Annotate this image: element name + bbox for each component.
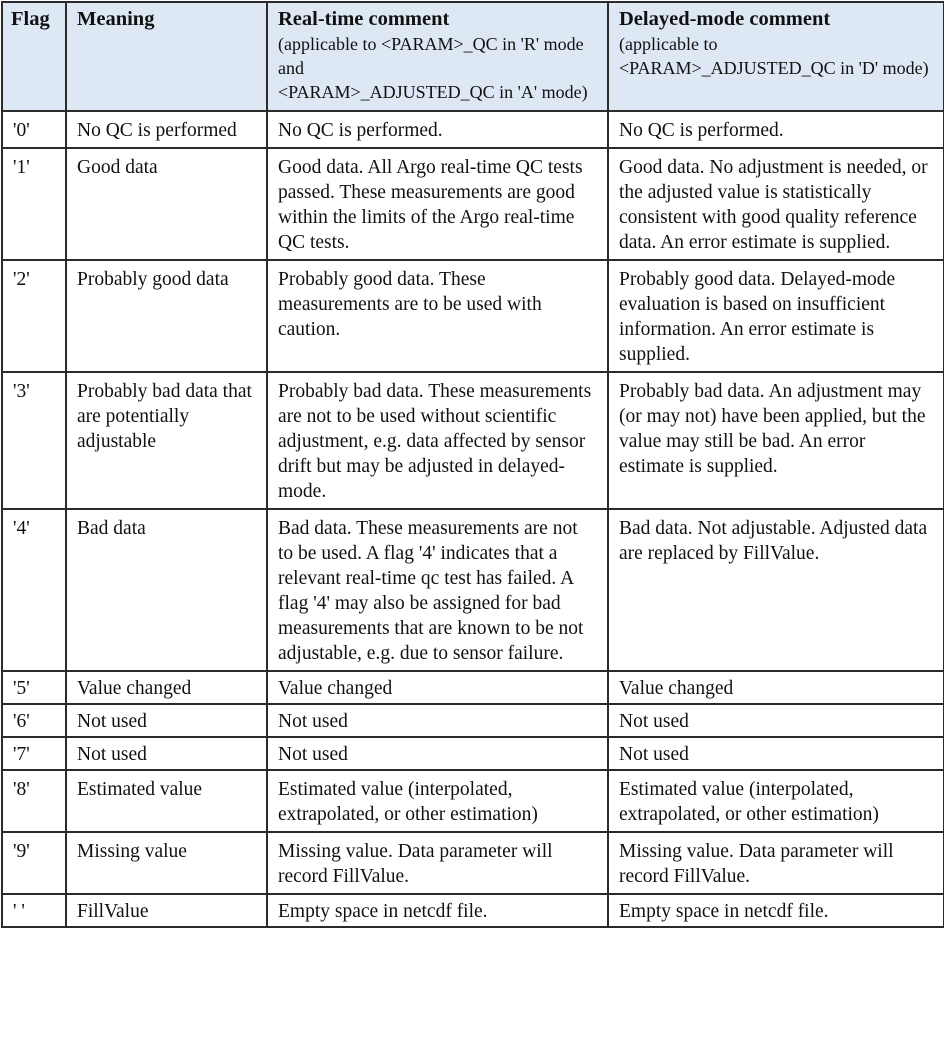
table-row: [2, 704, 944, 737]
table-header-row: [2, 2, 944, 111]
delayed-comment-cell: Empty space in netcdf file.: [608, 894, 944, 927]
delayed-comment-cell: Probably good data. Delayed-mode evaluation is based on insufficient information. An error estimate is supplied.: [608, 260, 944, 372]
realtime-comment-cell: Estimated value (interpolated, extrapolated, or other estimation): [267, 770, 608, 832]
realtime-comment-cell: Probably good data. These measurements are to be used with caution.: [267, 260, 608, 372]
realtime-comment-cell: Empty space in netcdf file.: [267, 894, 608, 927]
column-header-delayed-title: Delayed-mode comment: [619, 8, 831, 30]
meaning-cell: Not used: [66, 737, 267, 770]
column-header-meaning-title: Meaning: [77, 8, 155, 30]
column-header-flag-title: Flag: [11, 8, 50, 30]
flag-cell: ' ': [2, 894, 66, 927]
delayed-comment-cell: Probably bad data. An adjustment may (or may not) have been applied, but the value may still be bad. An error estimate is supplied.: [608, 372, 944, 509]
meaning-cell: Bad data: [66, 509, 267, 671]
meaning-cell: Value changed: [66, 671, 267, 704]
flag-cell: '6': [2, 704, 66, 737]
flag-cell: '9': [2, 832, 66, 894]
column-header-delayed: [608, 2, 944, 111]
realtime-comment-cell: No QC is performed.: [267, 111, 608, 148]
realtime-comment-cell: Probably bad data. These measurements are not to be used without scientific adjustment, e.g. data affected by sensor drift but may be adjusted in delayed-mode.: [267, 372, 608, 509]
meaning-cell: Missing value: [66, 832, 267, 894]
meaning-cell: FillValue: [66, 894, 267, 927]
table-row: [2, 148, 944, 260]
qc-flag-table: [1, 1, 944, 928]
delayed-comment-cell: No QC is performed.: [608, 111, 944, 148]
flag-cell: '4': [2, 509, 66, 671]
delayed-comment-cell: Value changed: [608, 671, 944, 704]
table-body: [2, 111, 944, 927]
flag-cell: '0': [2, 111, 66, 148]
flag-cell: '7': [2, 737, 66, 770]
table-row: [2, 372, 944, 509]
flag-cell: '2': [2, 260, 66, 372]
realtime-comment-cell: Bad data. These measurements are not to be used. A flag '4' indicates that a relevant real-time qc test has failed. A flag '4' may also be assigned for bad measurements that are known to be not adjustable, e.g. due to sensor failure.: [267, 509, 608, 671]
column-header-realtime: [267, 2, 608, 111]
delayed-comment-cell: Estimated value (interpolated, extrapolated, or other estimation): [608, 770, 944, 832]
realtime-comment-cell: Not used: [267, 737, 608, 770]
meaning-cell: Probably good data: [66, 260, 267, 372]
delayed-comment-cell: Bad data. Not adjustable. Adjusted data are replaced by FillValue.: [608, 509, 944, 671]
column-header-realtime-subtitle: (applicable to <PARAM>_QC in 'R' mode and <PARAM>_ADJUSTED_QC in 'A' mode): [278, 34, 588, 102]
flag-cell: '1': [2, 148, 66, 260]
flag-cell: '8': [2, 770, 66, 832]
meaning-cell: Probably bad data that are potentially adjustable: [66, 372, 267, 509]
meaning-cell: No QC is performed: [66, 111, 267, 148]
table-row: [2, 737, 944, 770]
table-row: [2, 111, 944, 148]
table-row: [2, 894, 944, 927]
table-row: [2, 832, 944, 894]
delayed-comment-cell: Not used: [608, 737, 944, 770]
delayed-comment-cell: Missing value. Data parameter will record FillValue.: [608, 832, 944, 894]
table-row: [2, 260, 944, 372]
column-header-flag: [2, 2, 66, 111]
column-header-delayed-subtitle: (applicable to <PARAM>_ADJUSTED_QC in 'D' mode): [619, 34, 929, 78]
delayed-comment-cell: Good data. No adjustment is needed, or the adjusted value is statistically consistent with good quality reference data. An error estimate is supplied.: [608, 148, 944, 260]
delayed-comment-cell: Not used: [608, 704, 944, 737]
table-row: [2, 671, 944, 704]
table-row: [2, 509, 944, 671]
column-header-meaning: [66, 2, 267, 111]
meaning-cell: Not used: [66, 704, 267, 737]
realtime-comment-cell: Missing value. Data parameter will record FillValue.: [267, 832, 608, 894]
table-row: [2, 770, 944, 832]
realtime-comment-cell: Not used: [267, 704, 608, 737]
realtime-comment-cell: Good data. All Argo real-time QC tests passed. These measurements are good within the limits of the Argo real-time QC tests.: [267, 148, 608, 260]
column-header-realtime-title: Real-time comment: [278, 8, 450, 30]
realtime-comment-cell: Value changed: [267, 671, 608, 704]
flag-cell: '5': [2, 671, 66, 704]
meaning-cell: Estimated value: [66, 770, 267, 832]
meaning-cell: Good data: [66, 148, 267, 260]
flag-cell: '3': [2, 372, 66, 509]
